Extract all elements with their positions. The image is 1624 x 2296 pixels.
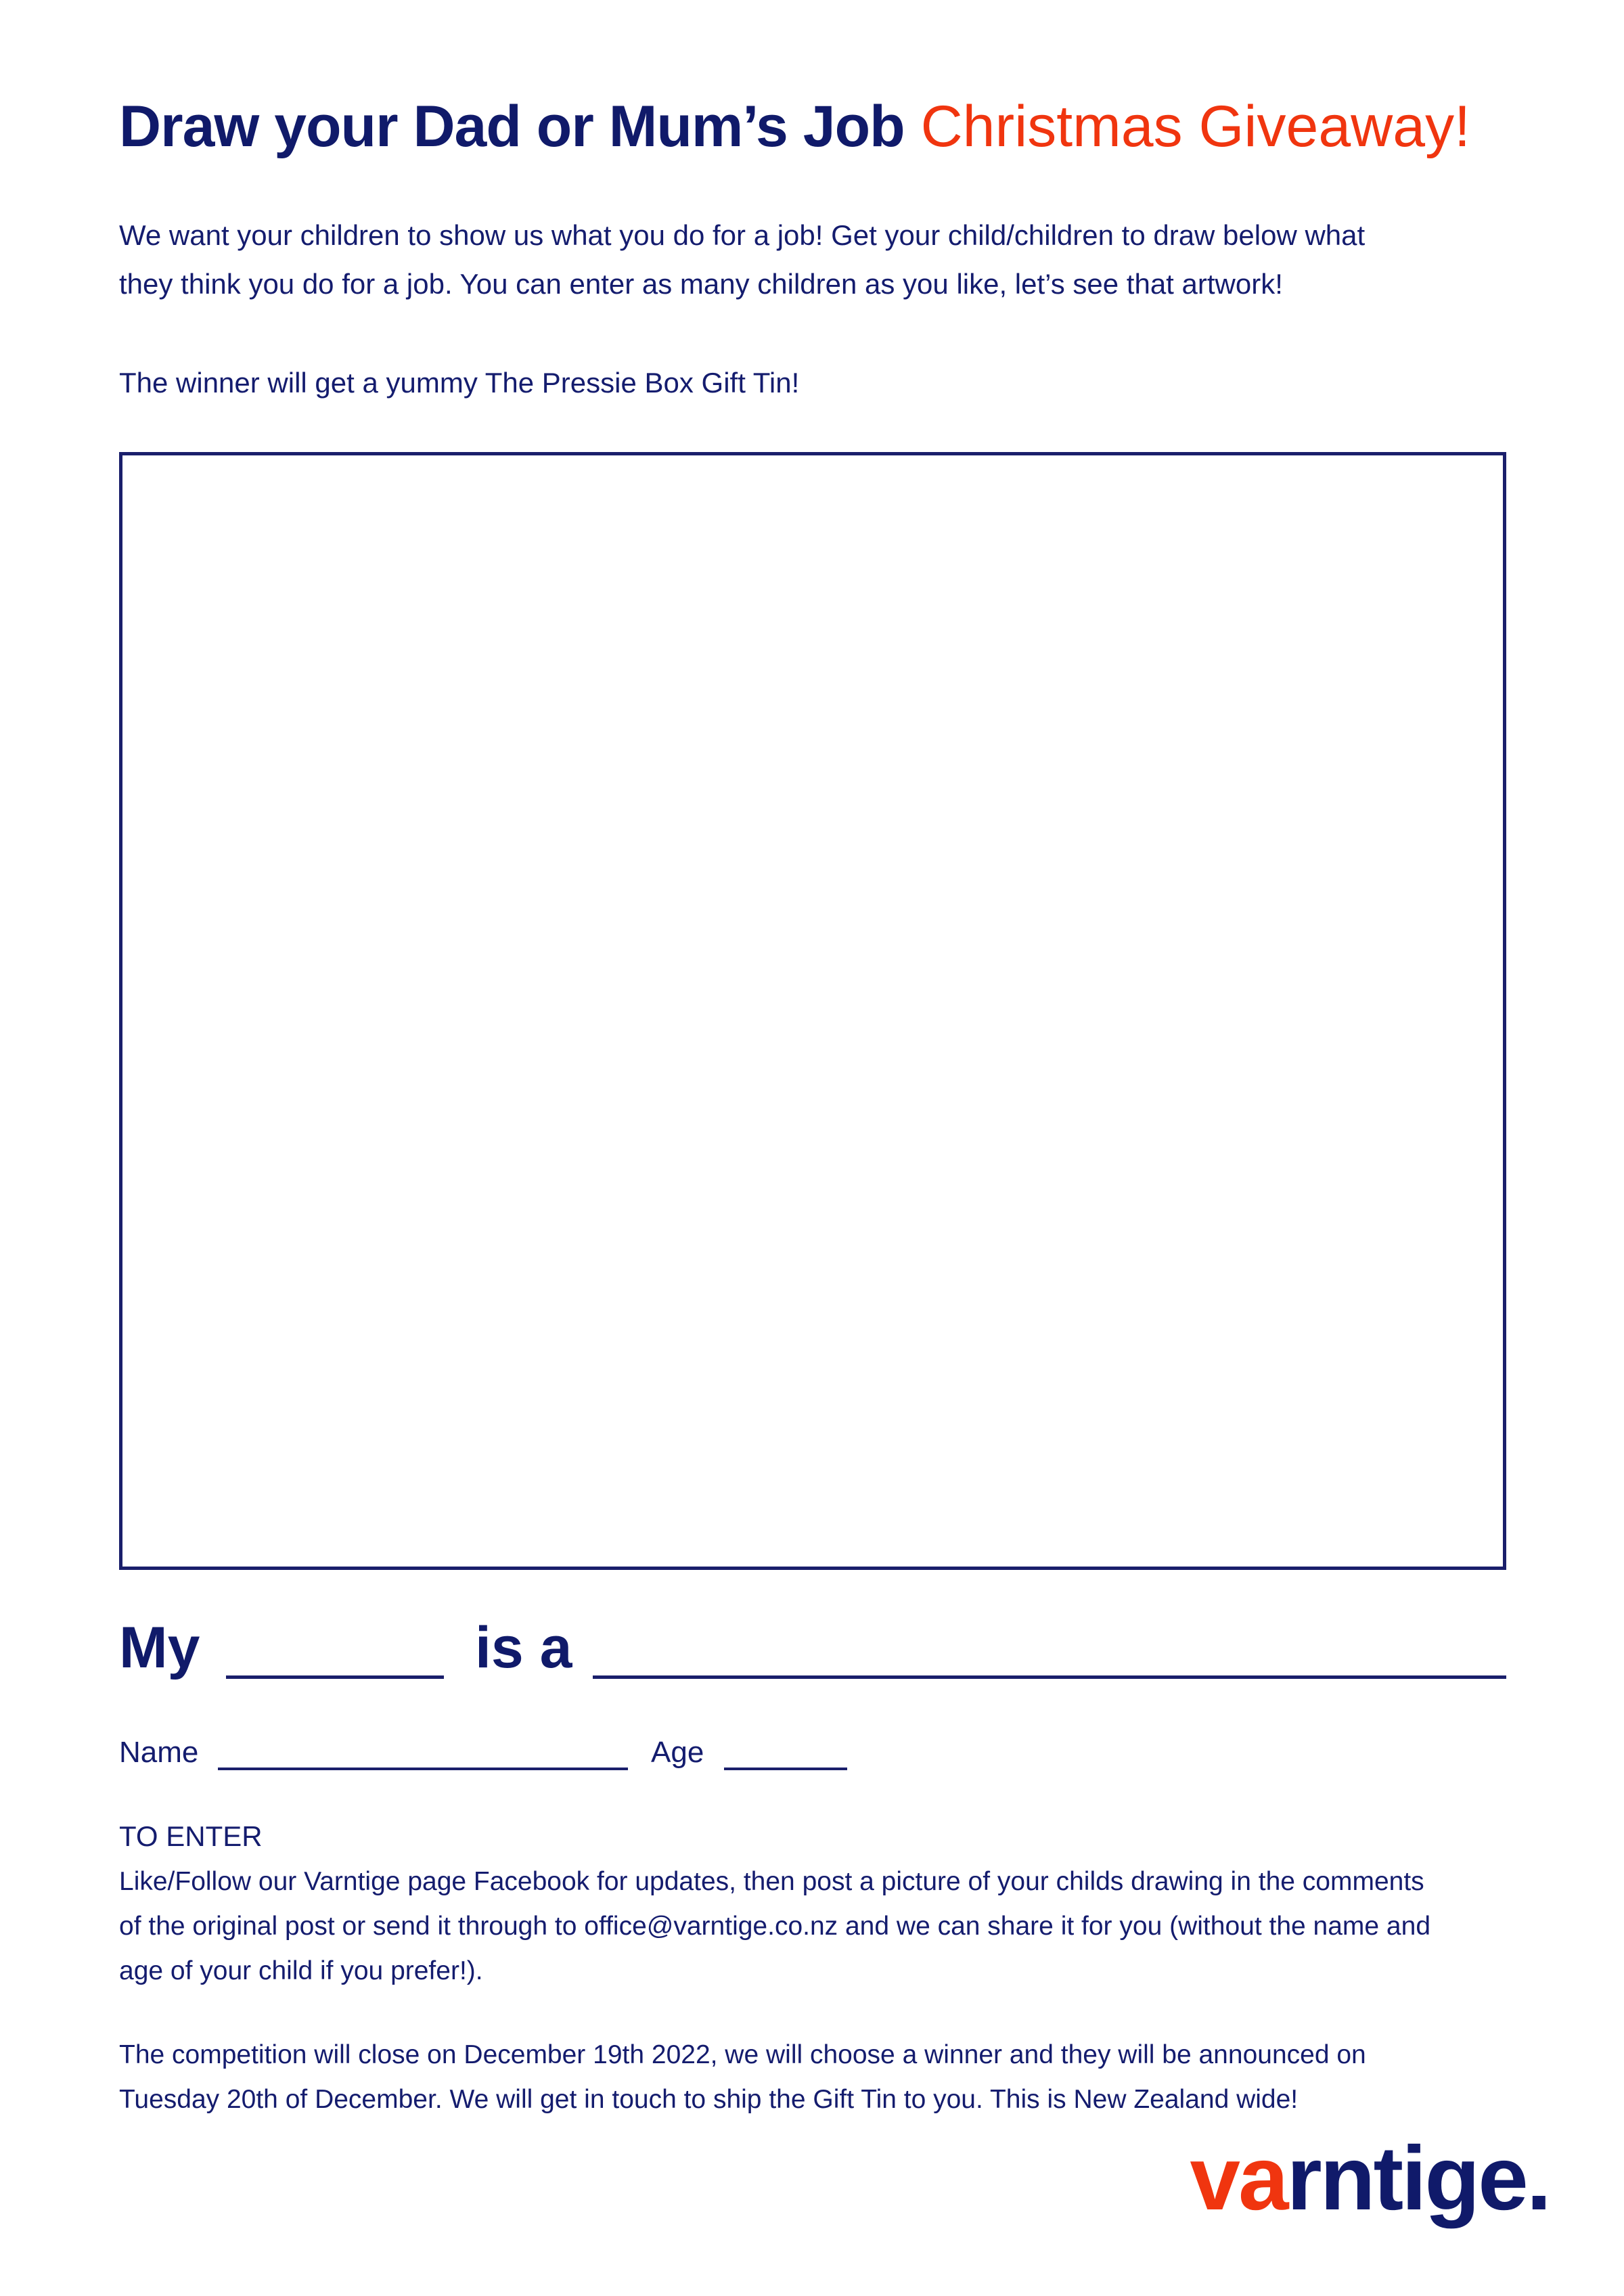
to-enter-body [119, 1860, 1513, 1994]
to-enter-heading: TO ENTER [119, 1820, 263, 1852]
age-label: Age [651, 1736, 704, 1769]
logo-main-text: rntige. [1286, 2128, 1550, 2229]
statement-is-a: is a [475, 1615, 572, 1680]
to-enter-line-3: age of your child if you prefer!). [119, 1956, 483, 1985]
to-enter-line-2: of the original post or send it through to office@varntige.co.nz and we can share it for you (without the name and [119, 1912, 1431, 1941]
prize-text: The winner will get a yummy The Pressie Box Gift Tin! [119, 367, 800, 399]
statement-my: My [119, 1615, 200, 1680]
page-title [119, 89, 1527, 164]
to-enter-line-1: Like/Follow our Varntige page Facebook for updates, then post a picture of your childs drawing in the comments [119, 1867, 1424, 1896]
varntige-logo [1190, 2128, 1550, 2230]
job-statement [119, 1611, 1513, 1685]
closing-line-1: The competition will close on December 19th 2022, we will choose a winner and they will be announced on [119, 2040, 1366, 2069]
intro-line-1: We want your children to show us what you do for a job! Get your child/children to draw below what [119, 219, 1366, 251]
closing-paragraph [119, 2033, 1513, 2122]
name-label: Name [119, 1736, 199, 1769]
title-main: Draw your Dad or Mum’s Job [119, 94, 905, 159]
logo-accent-text: va [1190, 2128, 1287, 2229]
job-blank-line[interactable] [593, 1675, 1506, 1679]
intro-line-2: they think you do for a job. You can enter as many children as you like, let’s see that artwork! [119, 268, 1283, 300]
intro-paragraph [119, 211, 1513, 309]
name-field-line[interactable] [218, 1768, 628, 1770]
title-accent: Christmas Giveaway! [920, 94, 1471, 159]
age-field-line[interactable] [724, 1768, 847, 1770]
child-details [119, 1732, 1513, 1780]
drawing-area[interactable] [119, 452, 1506, 1570]
closing-line-2: Tuesday 20th of December. We will get in touch to ship the Gift Tin to you. This is New Zealand wide! [119, 2085, 1299, 2114]
parent-blank-line[interactable] [226, 1675, 444, 1679]
